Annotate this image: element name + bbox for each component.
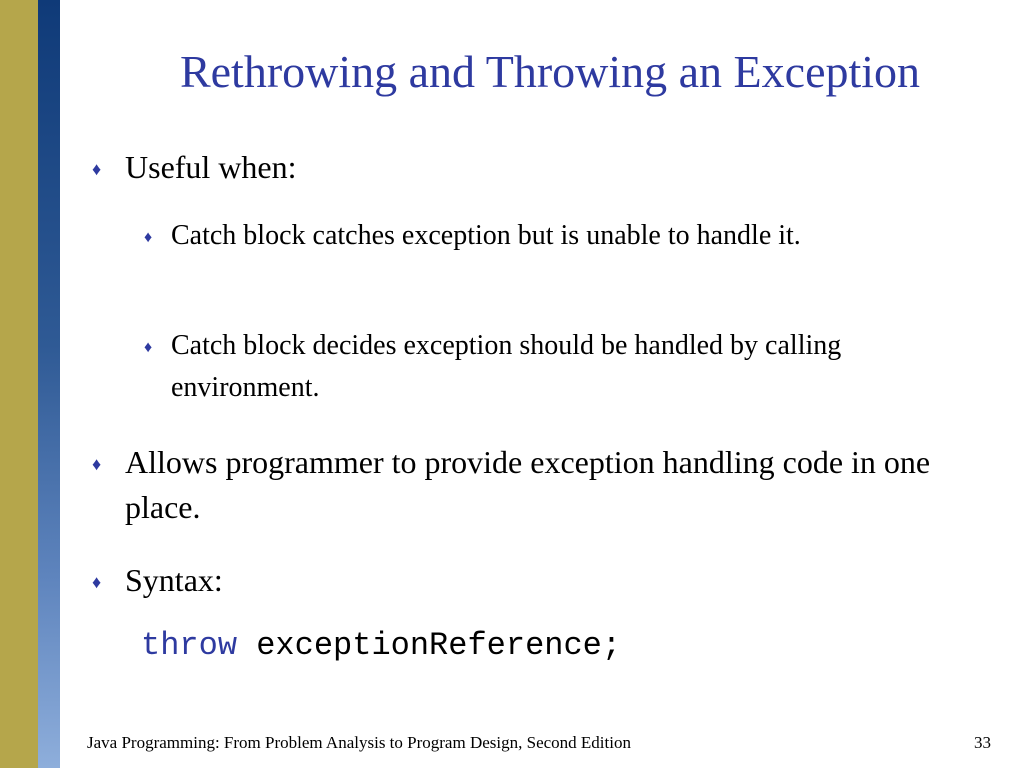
slide-title: Rethrowing and Throwing an Exception	[179, 46, 921, 97]
diamond-bullet-icon: ♦	[92, 572, 102, 592]
sub-bullet-text: Catch block catches exception but is unable to handle it.	[171, 220, 801, 251]
bullet-text: Allows programmer to provide exception handling code in one place.	[125, 444, 931, 525]
diamond-bullet-icon: ♦	[92, 159, 102, 179]
code-syntax-line	[141, 626, 621, 666]
sub-bullet-text: Catch block decides exception should be handled by calling environment.	[171, 330, 842, 403]
left-accent-stripe-olive	[0, 0, 38, 768]
code-expression: exceptionReference;	[237, 627, 622, 664]
page-number: 33	[974, 733, 991, 752]
code-keyword-throw: throw	[141, 627, 238, 664]
left-accent-stripe-navy	[38, 0, 60, 768]
footer-book-title: Java Programming: From Problem Analysis to Program Design, Second Edition	[87, 733, 631, 752]
bullet-text: Useful when:	[125, 149, 297, 185]
diamond-bullet-icon: ♦	[144, 229, 153, 246]
diamond-bullet-icon: ♦	[144, 339, 153, 356]
diamond-bullet-icon: ♦	[92, 454, 102, 474]
bullet-text: Syntax:	[125, 562, 223, 598]
